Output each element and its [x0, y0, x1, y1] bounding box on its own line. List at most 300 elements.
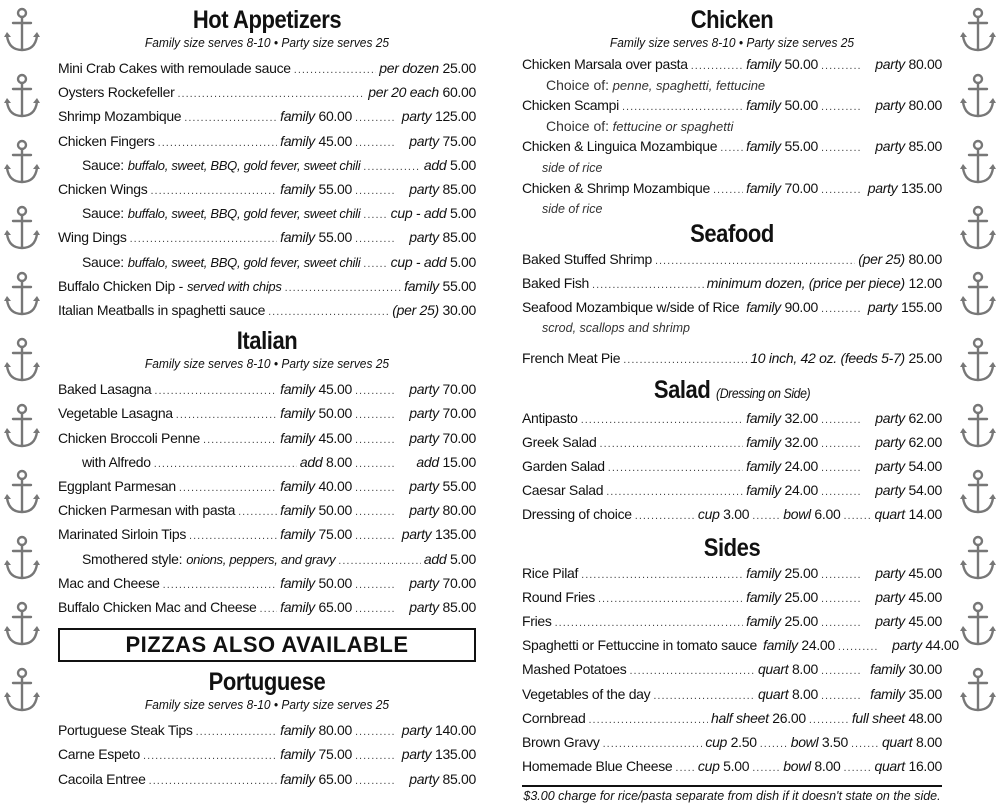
price-label: family — [746, 409, 781, 426]
leader-dots — [154, 453, 297, 475]
price-1 — [368, 81, 476, 103]
price-value: 8.00 — [810, 758, 841, 775]
menu-item — [58, 548, 476, 572]
price-value: 70.00 — [780, 179, 818, 196]
price-1 — [404, 275, 476, 297]
price-label: family — [746, 458, 781, 475]
price-2 — [398, 523, 476, 545]
leader-dots — [606, 481, 743, 503]
price-label: party — [401, 526, 432, 543]
menu-item — [58, 154, 476, 178]
price-value: 135.00 — [431, 526, 476, 543]
price-label: bowl — [783, 758, 811, 775]
anchor-icon — [958, 468, 998, 518]
salad-title: Salad — [653, 375, 711, 404]
price-label: family — [870, 661, 905, 678]
price-label: family — [280, 722, 315, 739]
price-label: cup — [697, 758, 720, 775]
menu-list — [522, 407, 942, 504]
price-label: family — [280, 502, 315, 519]
leader-dots — [653, 685, 755, 707]
price-1 — [280, 226, 352, 248]
menu-list — [522, 731, 942, 779]
menu-item — [58, 275, 476, 299]
chicken-section — [522, 6, 942, 218]
price-label: family — [404, 277, 439, 294]
menu-list — [522, 53, 942, 218]
item-name: Chicken Broccoli Penne — [58, 429, 201, 446]
leader-dots — [720, 137, 743, 159]
price-label: family — [280, 574, 315, 591]
menu-item — [58, 596, 476, 620]
menu-item — [58, 427, 476, 451]
item-name: Chicken Parmesan with pasta — [58, 502, 236, 519]
price-value: 54.00 — [904, 458, 942, 475]
item-name: Buffalo Chicken Dip - — [58, 277, 183, 294]
item-name: Garden Salad — [522, 458, 605, 475]
leader-dots — [355, 132, 395, 154]
leader-dots — [179, 477, 277, 499]
leader-dots — [622, 96, 743, 118]
price-label: bowl — [783, 506, 811, 523]
anchor-icon — [2, 270, 42, 320]
price-value: 60.00 — [438, 84, 476, 101]
price-1 — [280, 719, 352, 741]
item-name: Dressing of choice — [522, 506, 632, 523]
price-value: 16.00 — [904, 758, 942, 775]
price-value: 14.00 — [904, 506, 942, 523]
leader-dots — [623, 349, 747, 371]
leader-dots — [655, 250, 855, 272]
item-description: served with chips — [186, 278, 282, 294]
menu-item — [522, 707, 942, 731]
menu-item — [522, 296, 942, 320]
price-value: 30.00 — [904, 661, 942, 678]
leader-dots — [355, 574, 395, 596]
price-value: 70.00 — [438, 381, 476, 398]
menu-item — [522, 455, 942, 479]
leader-dots — [158, 132, 277, 154]
leader-dots — [635, 505, 695, 527]
price-1 — [280, 427, 352, 449]
anchor-icon — [2, 72, 42, 122]
price-1 — [746, 455, 818, 477]
item-name: Cornbread — [522, 709, 586, 726]
price-label: family — [746, 179, 781, 196]
price-value: 25.00 — [780, 564, 818, 581]
price-label: party — [409, 502, 439, 519]
price-2 — [864, 562, 942, 584]
leader-dots — [821, 457, 861, 479]
item-name: Baked Stuffed Shrimp — [522, 250, 652, 267]
price-label: party — [875, 482, 905, 499]
item-name: Chicken Fingers — [58, 132, 155, 149]
price-value: 155.00 — [897, 299, 942, 316]
item-description: buffalo, sweet, BBQ, gold fever, sweet chili — [127, 254, 361, 270]
price-label: family — [280, 429, 315, 446]
price-label: family — [870, 685, 905, 702]
price-1 — [391, 202, 476, 224]
price-value: 5.00 — [719, 758, 750, 775]
anchor-icon — [958, 666, 998, 716]
price-label: party — [409, 429, 439, 446]
price-1 — [424, 154, 476, 176]
price-label: family — [280, 181, 315, 198]
price-2 — [881, 634, 959, 656]
item-name: Vegetables of the day — [522, 685, 651, 702]
menu-item — [58, 202, 476, 226]
price-1 — [746, 296, 818, 318]
price-label: cup - add — [390, 253, 447, 270]
price-value: 80.00 — [904, 97, 942, 114]
item-name: Baked Fish — [522, 275, 590, 292]
leader-dots — [355, 770, 395, 792]
section-title-hot-appetizers: Hot Appetizers — [192, 6, 342, 34]
menu-item — [522, 755, 942, 779]
menu-item — [58, 378, 476, 402]
menu-item — [522, 135, 942, 159]
choice-label: Choice of: — [546, 118, 610, 135]
item-name: Greek Salad — [522, 433, 597, 450]
section-title-sides: Sides — [703, 533, 761, 562]
leader-dots — [363, 156, 421, 178]
price-value: 3.50 — [818, 734, 848, 751]
price-label: party — [875, 138, 905, 155]
price-label: family — [280, 478, 315, 495]
price-label: party — [875, 588, 905, 605]
anchor-icon — [958, 600, 998, 650]
leader-dots — [355, 453, 395, 475]
menu-list — [58, 57, 476, 323]
price-3 — [874, 755, 942, 777]
item-name: Portuguese Steak Tips — [58, 722, 193, 739]
price-value: 45.00 — [314, 381, 352, 398]
leader-dots — [821, 564, 861, 586]
right-column — [522, 6, 959, 805]
price-2 — [398, 572, 476, 594]
item-name: Marinated Sirloin Tips — [58, 526, 187, 543]
price-label: party — [409, 599, 439, 616]
anchor-icon — [2, 402, 42, 452]
price-label: family — [280, 599, 315, 616]
price-value: 75.00 — [314, 526, 352, 543]
leader-dots — [675, 757, 694, 779]
leader-dots — [600, 433, 744, 455]
price-value: 65.00 — [314, 770, 352, 787]
price-label: cup — [705, 734, 728, 751]
price-label: family — [280, 746, 315, 763]
leader-dots — [821, 481, 861, 503]
price-value: 45.00 — [314, 429, 352, 446]
choice-options: fettucine or spaghetti — [609, 119, 734, 135]
price-1 — [758, 658, 818, 680]
price-1 — [280, 499, 352, 521]
price-value: 5.00 — [446, 205, 476, 222]
price-value: 45.00 — [904, 564, 942, 581]
item-name: Vegetable Lasagna — [58, 405, 173, 422]
menu-list — [522, 248, 942, 338]
menu-item — [58, 768, 476, 792]
leader-dots — [355, 598, 395, 620]
leader-dots — [742, 298, 743, 320]
price-label: party — [892, 637, 922, 654]
menu-list — [522, 347, 942, 371]
anchor-icon — [958, 72, 998, 122]
price-value: 35.00 — [904, 685, 942, 702]
leader-dots — [355, 228, 395, 250]
item-note: scrod, scallops and shrimp — [542, 321, 690, 336]
price-label: family — [746, 97, 781, 114]
price-1 — [280, 523, 352, 545]
price-1 — [746, 562, 818, 584]
leader-dots — [821, 137, 861, 159]
price-value: 24.00 — [780, 458, 818, 475]
menu-list — [58, 378, 476, 620]
price-2 — [398, 226, 476, 248]
price-1 — [300, 451, 352, 473]
price-value: 48.00 — [904, 709, 942, 726]
price-label: party — [875, 409, 905, 426]
leader-dots — [355, 745, 395, 767]
price-label: per 20 each — [368, 84, 439, 101]
price-value: 45.00 — [904, 588, 942, 605]
item-name: with Alfredo — [82, 453, 151, 470]
item-name: Fries — [522, 613, 552, 630]
price-label: family — [280, 526, 315, 543]
item-note: side of rice — [542, 160, 603, 175]
price-value: 2.50 — [727, 734, 757, 751]
menu-item — [522, 610, 942, 634]
price-2 — [864, 683, 942, 705]
price-1 — [858, 248, 942, 270]
price-3 — [882, 731, 942, 753]
anchor-icon — [958, 270, 998, 320]
price-label: add — [416, 453, 439, 470]
anchor-icon — [958, 6, 998, 56]
price-value: 15.00 — [438, 453, 476, 470]
right-anchor-border — [956, 0, 1000, 779]
price-1 — [391, 251, 476, 273]
price-value: 45.00 — [314, 132, 352, 149]
price-value: 85.00 — [904, 138, 942, 155]
section-title-chicken: Chicken — [690, 6, 774, 34]
price-1 — [280, 130, 352, 152]
price-1 — [280, 596, 352, 618]
item-name: Chicken Scampi — [522, 97, 619, 114]
price-value: 8.00 — [788, 685, 818, 702]
price-value: 5.00 — [446, 156, 476, 173]
menu-item — [58, 719, 476, 743]
price-label: family — [746, 564, 781, 581]
item-name: Cacoila Entree — [58, 770, 146, 787]
item-name: Mini Crab Cakes with remoulade sauce — [58, 60, 291, 76]
item-name: Mashed Potatoes — [522, 661, 627, 678]
section-subtitle: Family size serves 8-10 • Party size serves 25 — [609, 35, 855, 50]
menu-item — [522, 347, 942, 371]
item-name: Antipasto — [522, 409, 578, 426]
price-label: party — [875, 458, 905, 475]
price-value: 85.00 — [438, 599, 476, 616]
leader-dots — [629, 660, 754, 682]
price-value: 55.00 — [438, 277, 476, 294]
price-value: 32.00 — [780, 433, 818, 450]
leader-dots — [338, 550, 421, 572]
item-name: Chicken Wings — [58, 181, 148, 198]
price-1 — [746, 479, 818, 501]
price-value: 65.00 — [314, 599, 352, 616]
section-subtitle: Family size serves 8-10 • Party size serves 25 — [144, 35, 390, 50]
menu-item — [522, 658, 942, 682]
price-label: family — [746, 138, 781, 155]
leader-dots — [176, 404, 277, 426]
anchor-icon — [2, 666, 42, 716]
leader-dots — [691, 55, 743, 77]
price-value: 75.00 — [314, 746, 352, 763]
price-value: 25.00 — [780, 613, 818, 630]
section-subtitle: Family size serves 8-10 • Party size serves 25 — [144, 356, 390, 372]
price-2 — [864, 407, 942, 429]
item-choice — [522, 77, 942, 94]
price-2 — [783, 755, 840, 777]
price-2 — [398, 719, 476, 741]
menu-item — [58, 523, 476, 547]
menu-item — [58, 743, 476, 767]
price-value: 44.00 — [921, 637, 959, 654]
price-2 — [791, 731, 848, 753]
price-value: 62.00 — [904, 433, 942, 450]
salad-section — [522, 376, 942, 528]
leader-dots — [189, 525, 277, 547]
price-1 — [280, 178, 352, 200]
leader-dots — [851, 733, 879, 755]
leader-dots — [713, 179, 743, 201]
seafood-section — [522, 220, 942, 372]
leader-dots — [821, 612, 861, 634]
portuguese-section — [58, 668, 476, 792]
section-title-seafood: Seafood — [690, 219, 774, 248]
leader-dots — [163, 574, 277, 596]
leader-dots — [355, 501, 395, 523]
price-2 — [398, 451, 476, 473]
price-label: party — [875, 56, 905, 72]
price-value: 5.00 — [446, 253, 476, 270]
price-label: (per 25) — [392, 302, 439, 319]
leader-dots — [355, 380, 395, 402]
item-name: Eggplant Parmesan — [58, 478, 176, 495]
price-2 — [398, 130, 476, 152]
leader-dots — [238, 501, 277, 523]
leader-dots — [809, 709, 849, 731]
price-1 — [758, 683, 818, 705]
anchor-icon — [958, 336, 998, 386]
leader-dots — [588, 709, 708, 731]
price-label: half sheet — [710, 709, 769, 726]
price-label: family — [280, 229, 315, 246]
price-1 — [746, 407, 818, 429]
leader-dots — [355, 477, 395, 499]
menu-item — [522, 177, 942, 201]
menu-item — [522, 248, 942, 272]
menu-item — [522, 431, 942, 455]
price-1 — [746, 94, 818, 116]
price-value: 40.00 — [314, 478, 352, 495]
menu-item — [58, 57, 476, 81]
price-value: 140.00 — [431, 722, 476, 739]
choice-label: Choice of: — [546, 77, 610, 94]
menu-item — [58, 451, 476, 475]
menu-item — [58, 178, 476, 202]
anchor-icon — [2, 204, 42, 254]
price-value: 55.00 — [314, 181, 352, 198]
price-label: quart — [881, 734, 913, 751]
price-value: 25.00 — [438, 60, 476, 76]
price-1 — [280, 378, 352, 400]
price-label: family — [746, 299, 781, 316]
item-name: Shrimp Mozambique — [58, 108, 182, 125]
leader-dots — [821, 55, 861, 77]
item-name: Sauce: — [82, 156, 124, 173]
leader-dots — [196, 721, 278, 743]
price-1 — [746, 586, 818, 608]
price-label: party — [867, 299, 898, 316]
leader-dots — [843, 757, 871, 779]
price-1 — [746, 135, 818, 157]
item-description: buffalo, sweet, BBQ, gold fever, sweet chili — [127, 157, 361, 173]
price-value: 55.00 — [780, 138, 818, 155]
price-value: 85.00 — [438, 229, 476, 246]
menu-item — [58, 402, 476, 426]
item-name: Brown Gravy — [522, 734, 600, 751]
price-value: 5.00 — [446, 550, 476, 567]
price-value: 8.00 — [322, 453, 352, 470]
leader-dots — [184, 107, 277, 129]
price-value: 135.00 — [897, 179, 942, 196]
item-name: Seafood Mozambique w/side of Rice — [522, 299, 740, 316]
price-label: party — [875, 433, 905, 450]
price-value: 85.00 — [438, 770, 476, 787]
price-2 — [864, 586, 942, 608]
price-label: (per 25) — [858, 250, 905, 267]
choice-options: penne, spaghetti, fettucine — [609, 78, 766, 94]
leader-dots — [355, 180, 395, 202]
price-2 — [864, 94, 942, 116]
leader-dots — [355, 429, 395, 451]
price-2 — [864, 658, 942, 680]
price-value: 25.00 — [904, 350, 942, 367]
price-2 — [398, 378, 476, 400]
menu-list — [522, 562, 959, 731]
price-label: party — [409, 478, 439, 495]
leader-dots — [821, 179, 861, 201]
menu-item — [522, 53, 942, 77]
item-name: Round Fries — [522, 588, 595, 605]
price-label: per dozen — [379, 60, 439, 76]
leader-dots — [821, 433, 861, 455]
price-label: party — [875, 97, 905, 114]
price-label: family — [746, 482, 781, 499]
price-2 — [864, 431, 942, 453]
item-name: Smothered style: — [82, 550, 183, 567]
price-label: cup — [697, 506, 720, 523]
price-label: family — [746, 588, 781, 605]
price-value: 80.00 — [904, 250, 942, 267]
leader-dots — [363, 253, 387, 275]
price-label: party — [409, 574, 439, 591]
anchor-icon — [2, 336, 42, 386]
item-name: Homemade Blue Cheese — [522, 758, 673, 775]
leader-dots — [143, 745, 277, 767]
item-name: Sauce: — [82, 253, 124, 270]
